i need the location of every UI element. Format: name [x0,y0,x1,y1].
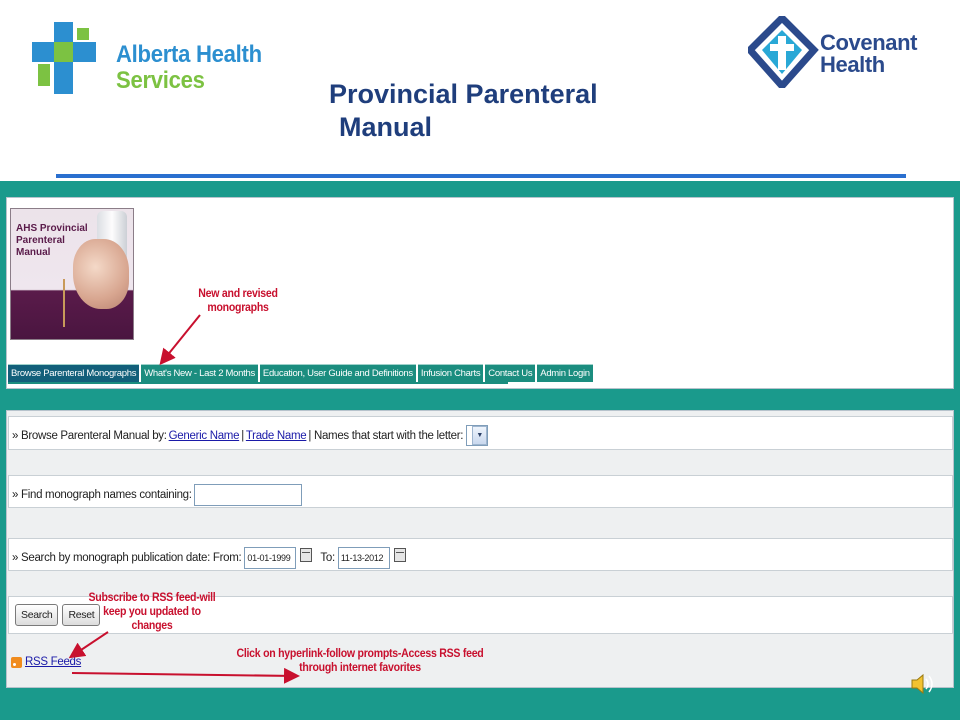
manual-thumbnail [10,208,134,340]
to-date-input[interactable]: 11-13-2012 [338,547,390,569]
nav-tabs [8,364,595,382]
annotation-new-revised: New and revised monographs [198,286,278,314]
covenant-cross-icon [750,18,814,86]
slide-title [329,78,598,144]
browse-label: » Browse Parenteral Manual by: [12,429,167,442]
rss-icon[interactable] [11,657,22,668]
tab-infusion-charts[interactable]: Infusion Charts [418,364,483,382]
annotation-subscribe: Subscribe to RSS feed-will keep you updated to changes [88,590,216,632]
tab-contact-us[interactable]: Contact Us [485,364,535,382]
trade-name-link[interactable]: Trade Name [245,429,307,442]
reset-button[interactable]: Reset [62,604,100,626]
header-divider [56,174,906,178]
dropdown-arrow-icon: ▼ [472,426,487,445]
find-label: » Find monograph names containing: [12,489,192,501]
ahs-cross-icon [32,22,96,94]
letter-label: | Names that start with the letter: [308,429,464,442]
banner-box [6,197,954,389]
tab-education[interactable]: Education, User Guide and Definitions [260,364,416,382]
pipe-separator: | [241,429,244,442]
find-row [8,475,953,508]
thumbnail-text: AHS Provincial Parenteral Manual [16,223,88,258]
ahs-logo-line1: Alberta Health [116,41,262,68]
tab-admin-login[interactable]: Admin Login [537,364,593,382]
date-label: » Search by monograph publication date: From: [12,552,242,564]
search-button[interactable]: Search [15,604,58,626]
find-input[interactable] [194,484,302,506]
date-row [8,538,953,571]
browse-row [8,416,953,450]
slide-title-line2: Manual [339,112,433,142]
generic-name-link[interactable]: Generic Name [168,429,240,442]
covenant-logo-line2: Health [820,52,885,77]
calendar-icon[interactable] [300,548,312,562]
calendar-icon[interactable] [394,548,406,562]
from-date-input[interactable]: 01-01-1999 [244,547,296,569]
speaker-icon[interactable] [906,670,936,698]
ahs-logo-line2: Services [116,67,205,94]
tab-browse-monographs[interactable]: Browse Parenteral Monographs [8,364,139,382]
tab-whats-new[interactable]: What's New - Last 2 Months [141,364,258,382]
tab-underline [8,382,508,384]
slide-title-line1: Provincial Parenteral [329,79,598,109]
iv-line-image [63,279,65,327]
covenant-logo-text [820,32,917,76]
rss-feeds-link[interactable]: RSS Feeds [25,656,82,668]
covenant-logo-line1: Covenant [820,30,918,55]
letter-select[interactable] [466,425,488,446]
ahs-logo-text [116,42,262,94]
annotation-click: Click on hyperlink-follow prompts-Access RSS feed through internet favorites [236,646,484,674]
to-label: To: [320,552,335,564]
